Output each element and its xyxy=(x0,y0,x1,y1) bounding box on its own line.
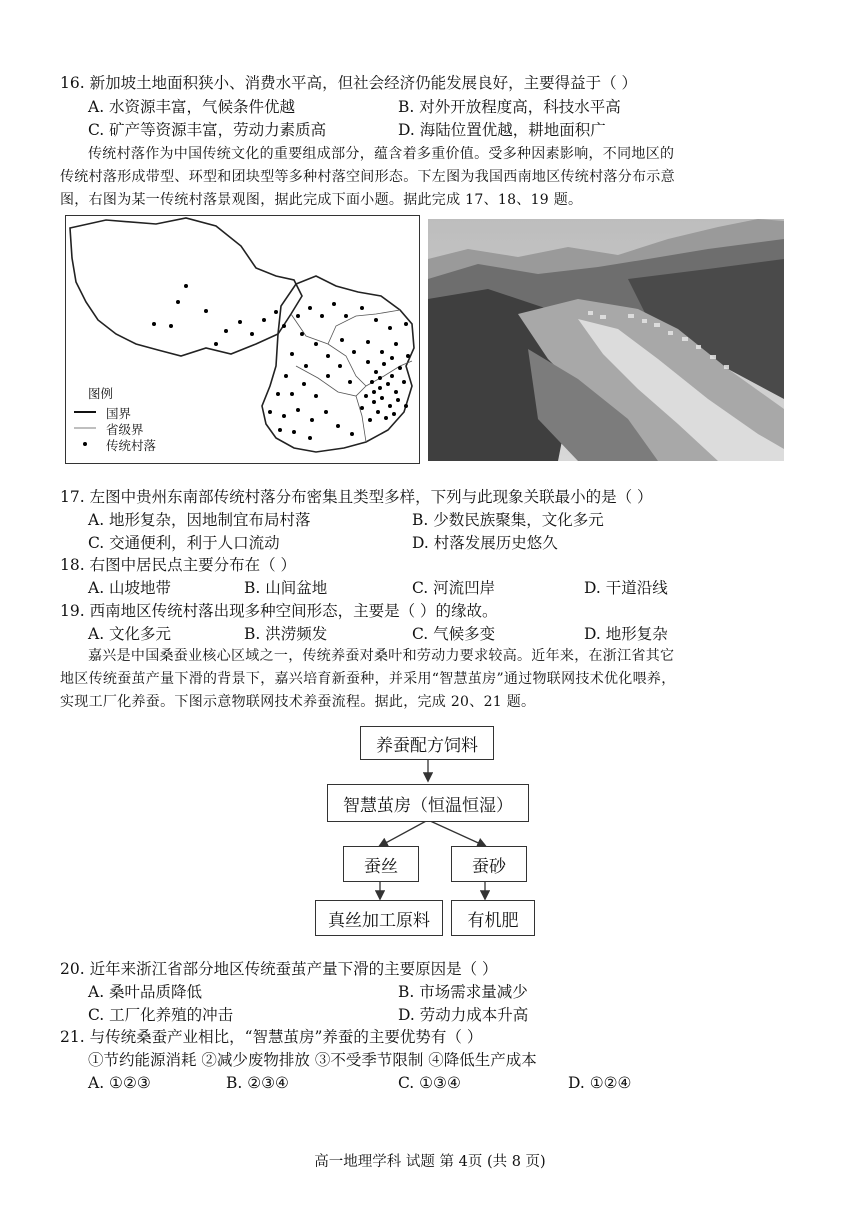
passage1-line-1: 传统村落作为中国传统文化的重要组成部分，蕴含着多重价值。受多种因素影响，不同地区的 xyxy=(88,146,675,162)
q16-option-b: B. 对外开放程度高，科技水平高 xyxy=(398,98,621,116)
q21-stem: 21. 与传统桑蚕产业相比，“智慧茧房”养蚕的主要优势有（ ） xyxy=(60,1028,483,1046)
flow-feed-box: 养蚕配方饲料 xyxy=(360,726,494,760)
flow-silk-material-box: 真丝加工原料 xyxy=(315,900,443,936)
flow-silkworm-sand-box: 蚕砂 xyxy=(451,846,527,882)
q17-option-c: C. 交通便利，利于人口流动 xyxy=(88,534,280,552)
q21-option-c: C. ①③④ xyxy=(398,1074,461,1092)
q17-stem: 17. 左图中贵州东南部传统村落分布密集且类型多样，下列与此现象关联最小的是（ ） xyxy=(60,488,653,506)
legend-border-label: 国界 xyxy=(106,406,132,421)
q18-stem: 18. 右图中居民点主要分布在（ ） xyxy=(60,556,297,574)
passage1-line-2: 传统村落形成带型、环型和团块型等多种村落空间形态。下左图为我国西南地区传统村落分布示意 xyxy=(60,169,675,185)
q17-option-d: D. 村落发展历史悠久 xyxy=(412,534,558,552)
q21-option-a: A. ①②③ xyxy=(88,1074,151,1092)
legend-title: 图例 xyxy=(88,386,114,401)
q17-option-a: A. 地形复杂，因地制宜布局村落 xyxy=(88,511,311,529)
village-distribution-map xyxy=(65,215,420,464)
flow-silk-box: 蚕丝 xyxy=(343,846,419,882)
flow-smart-room-box: 智慧茧房（恒温恒湿） xyxy=(327,784,529,822)
passage2-line-3: 实现工厂化养蚕。下图示意物联网技术养蚕流程。据此，完成 20、21 题。 xyxy=(60,694,536,710)
q18-option-d: D. 干道沿线 xyxy=(584,579,668,597)
silkworm-flow-diagram xyxy=(305,718,542,948)
passage2-line-2: 地区传统蚕茧产量下滑的背景下，嘉兴培育新蚕种，并采用“智慧茧房”通过物联网技术优化喂养， xyxy=(60,671,676,687)
q20-option-d: D. 劳动力成本升高 xyxy=(398,1006,529,1024)
q18-option-c: C. 河流凹岸 xyxy=(412,579,496,597)
legend-village-label: 传统村落 xyxy=(106,438,157,453)
q18-option-b: B. 山间盆地 xyxy=(244,579,328,597)
q19-option-c: C. 气候多变 xyxy=(412,625,496,643)
q21-option-b: B. ②③④ xyxy=(226,1074,289,1092)
q21-items: ①节约能源消耗 ②减少废物排放 ③不受季节限制 ④降低生产成本 xyxy=(88,1051,537,1069)
q16-stem: 16. 新加坡土地面积狭小、消费水平高，但社会经济仍能发展良好，主要得益于（ ） xyxy=(60,74,638,92)
photo-drawing xyxy=(428,219,784,461)
q19-stem: 19. 西南地区传统村落出现多种空间形态，主要是（ ）的缘故。 xyxy=(60,602,498,620)
page-footer: 高一地理学科 试题 第 4页 (共 8 页) xyxy=(314,1154,546,1170)
q20-stem: 20. 近年来浙江省部分地区传统蚕茧产量下滑的主要原因是（ ） xyxy=(60,960,498,978)
q19-option-b: B. 洪涝频发 xyxy=(244,625,328,643)
q16-option-a: A. 水资源丰富，气候条件优越 xyxy=(88,98,296,116)
village-landscape-photo xyxy=(428,219,784,461)
q19-option-a: A. 文化多元 xyxy=(88,625,172,643)
q20-option-b: B. 市场需求量减少 xyxy=(398,983,528,1001)
q21-option-d: D. ①②④ xyxy=(568,1074,632,1092)
passage2-line-1: 嘉兴是中国桑蚕业核心区域之一，传统养蚕对桑叶和劳动力要求较高。近年来，在浙江省其它 xyxy=(88,648,675,664)
legend-village-symbol xyxy=(83,442,87,446)
q16-option-c: C. 矿产等资源丰富，劳动力素质高 xyxy=(88,121,327,139)
q16-option-d: D. 海陆位置优越，耕地面积广 xyxy=(398,121,606,139)
q19-option-d: D. 地形复杂 xyxy=(584,625,668,643)
q20-option-a: A. 桑叶品质降低 xyxy=(88,983,203,1001)
legend-province-label: 省级界 xyxy=(106,422,144,437)
passage1-line-3: 图，右图为某一传统村落景观图，据此完成下面小题。据此完成 17、18、19 题。 xyxy=(60,192,583,208)
q17-option-b: B. 少数民族聚集，文化多元 xyxy=(412,511,604,529)
flow-fertilizer-box: 有机肥 xyxy=(451,900,535,936)
q20-option-c: C. 工厂化养殖的冲击 xyxy=(88,1006,234,1024)
q18-option-a: A. 山坡地带 xyxy=(88,579,172,597)
